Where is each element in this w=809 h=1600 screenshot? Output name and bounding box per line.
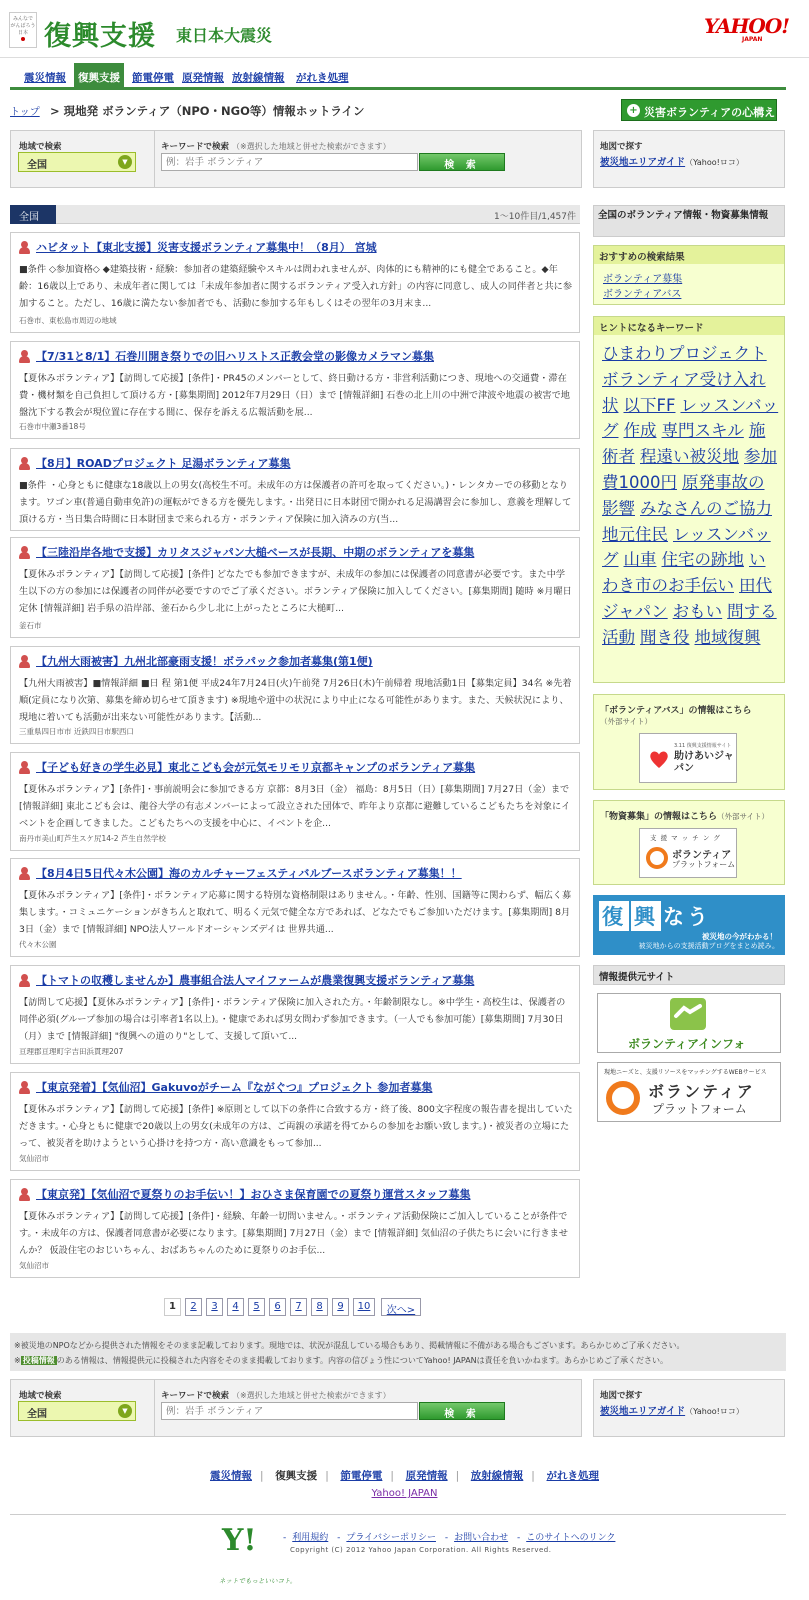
post-info-tag: 投稿情報 — [22, 1356, 55, 1365]
person-icon — [18, 350, 30, 364]
footer-link-setsuden[interactable]: 節電停電 — [340, 1470, 383, 1482]
search-box-bottom — [10, 1379, 582, 1437]
search-box-top — [10, 130, 582, 188]
keyword-link[interactable]: 住宅の跡地 — [661, 550, 744, 570]
volunteer-guide-label: 災害ボランティアの心構え — [644, 106, 776, 119]
keyword-link[interactable]: 地元住民 — [602, 524, 668, 544]
result-description: 【九州大雨被害】■情報詳細 ■日 程 第1便 平成24年7月24日(火)午前発 7月26日(木)午前帰着 現地活動1日【募集定員】34名 ※先着順(定員になり次第、募集を締め切らせて頂きます) ※現地や道中の状況により中止になる可能性があります。また、天候状況により、現地に着いても活動が出来ない可能性があります。【活動... — [19, 678, 572, 723]
region-select[interactable] — [18, 1401, 136, 1421]
result-card — [10, 341, 580, 439]
notice-line-1: ※被災地のNPOなどから提供された情報をそのまま記載しております。現地では、状況が混乱している場合もあり、掲載情報に不備がある場合もございます。あらかじめご了承ください。 — [14, 1341, 685, 1350]
keywords-head: ヒントになるキーワード — [594, 317, 784, 335]
divider — [154, 1380, 155, 1436]
person-icon — [18, 655, 30, 669]
keyword-link[interactable]: 田代ジャパン — [602, 576, 772, 621]
result-title-link[interactable]: 【7/31と8/1】石巻川開き祭りでの旧ハリストス正教会堂の影像カメラマン募集 — [36, 350, 434, 363]
notice-line-2 — [14, 1353, 782, 1368]
result-title-link[interactable]: 【九州大雨被害】九州北部豪雨支援！ボラパック参加者募集(第1便) — [36, 655, 373, 668]
result-location: 三重県四日市市 近鉄四日市駅西口 — [19, 727, 134, 736]
site-header — [0, 0, 809, 58]
keyword-search-label — [161, 1389, 391, 1401]
keyword-link[interactable]: 専門スキル — [661, 421, 744, 441]
tasukeai-top-text: 3.11 復興支援情報サイト — [674, 743, 732, 749]
result-location: 南丹市美山町芦生スケ尻14-2 芦生自然学校 — [19, 834, 166, 843]
result-title-link[interactable]: 【三陸沿岸各地で支援】カリタスジャパン大槌ベースが長期、中期のボランティアを募集 — [36, 546, 475, 559]
fukkou-now-line2: 被災地からの支援活動ブログをまとめ読み。 — [638, 942, 779, 950]
goods-head — [600, 809, 769, 822]
fukkou-now-banner[interactable] — [593, 895, 785, 955]
footer-link-genpatsu[interactable]: 原発情報 — [405, 1470, 448, 1482]
keyword-link[interactable]: 問する活動 — [602, 601, 777, 647]
keyword-link[interactable]: 地域復興 — [694, 627, 761, 647]
person-icon — [18, 1081, 30, 1095]
footer-link-contact[interactable]: お問い合わせ — [454, 1533, 509, 1543]
plus-icon: + — [627, 104, 640, 117]
keyword-label-note: （※選択した地域と併せた検索ができます） — [231, 1391, 391, 1400]
keyword-link[interactable]: 参加費1000円 — [602, 447, 777, 492]
next-page-link[interactable]: 次へ> — [381, 1298, 421, 1316]
result-title-link[interactable]: 【東京発】【気仙沼で夏祭りのお手伝い！】おひさま保育園での夏祭り運営スタッフ募集 — [36, 1188, 471, 1201]
result-description: ■条件 ◇参加資格◇ ◆建築技術・経験：参加者の建築経験やスキルは問われませんが、肉体的にも精神的にも健全であること。◆年齢：16歳以上であり、未成年者に関しては「未成年参加者に関するボランティア受入れ方針」の内容に同意し、成人の同伴者と共に参加すること。ただし、16歳に満たない参加者でも、活動に参加する年もしくはその翌年の3月末ま... — [19, 264, 573, 309]
vplat-top-text: 現地ニーズと、支援リソースをマッチングするWEBサービス — [604, 1069, 767, 1076]
page-link[interactable]: 2 — [185, 1298, 202, 1316]
result-card — [10, 1072, 580, 1171]
result-description: 【夏休みボランティア】[条件]・事前説明会に参加できる方 京都：8月3日（金） 福島：8月5日（日）[募集期間] 7月27日（金）まで [情報詳細] 東北こども会は、龍谷大学の有志メンバーによって設立された団体で、昨年より京都に避難しているこどもたちを対象にイベントを企画してきました。こどもたちへの支援を中心に、イベントを企... — [19, 784, 571, 829]
yahoo-logo[interactable]: YAHOO! — [704, 14, 790, 38]
keyword-link[interactable]: 原発事故の影響 — [602, 472, 765, 518]
area-guide-link[interactable] — [600, 1403, 744, 1417]
result-title-link[interactable]: ハビタット【東北支援】災害支援ボランティア募集中！（8月） 宮城 — [36, 241, 377, 254]
region-select-value: 全国 — [27, 1409, 47, 1420]
result-title-link[interactable]: 【8月】ROADプロジェクト 足湯ボランティア募集 — [36, 457, 291, 470]
result-description: ■条件 ・心身ともに健康な18歳以上の男女(高校生不可。未成年の方は保護者の許可を取ってください。)・レンタカーでの移動となります。ワゴン車(普通自動車免許)の運転ができる方を優先します。・出発日に日本財団で開かれる足湯講習会に参加し、意義を理解して頂ける方・当日集合時間に日本財団まで来られる方・ボランティア保険に加入済みの方(当... — [19, 480, 572, 525]
result-card — [10, 965, 580, 1064]
map-search-box-top — [593, 130, 785, 188]
volunteer-guide-button[interactable] — [621, 99, 777, 121]
keyword-label-text: キーワードで検索 — [161, 142, 230, 152]
keyword-link[interactable]: みなさんのご協力 — [640, 498, 772, 518]
handshake-icon — [670, 998, 706, 1030]
tasukeai-name: 助けあいジャパン — [674, 751, 734, 774]
result-location: 亘理郡亘理町字吉田浜貫理207 — [19, 1047, 124, 1056]
footer-links: - 利用規約 - プライバシーポリシー - お問い合わせ - このサイトへのリンク — [283, 1533, 616, 1543]
footer-yahoo-tagline: ネットでもっといいコト。 — [219, 1577, 297, 1585]
page-link[interactable]: 9 — [332, 1298, 349, 1316]
keyword-cloud — [602, 341, 780, 651]
volunteer-bus-head-text: 「ボランティアバス」の情報はこちら — [600, 706, 752, 716]
result-card — [10, 1179, 580, 1278]
result-location: 石巻市、東松島市周辺の地域 — [19, 316, 117, 325]
person-icon — [18, 867, 30, 881]
footer-divider — [10, 1514, 786, 1515]
volunteer-bus-head — [600, 703, 752, 727]
page-link[interactable]: 10 — [353, 1298, 375, 1316]
result-card — [10, 537, 580, 638]
breadcrumb-top[interactable]: トップ — [10, 107, 40, 118]
keyword-search-input[interactable] — [161, 1402, 418, 1420]
footer-copyright: Copyright (C) 2012 Yahoo Japan Corporation. All Rights Reserved. — [290, 1546, 552, 1554]
divider — [154, 131, 155, 187]
goods-logo-name: ボランティア — [672, 850, 732, 861]
site-title[interactable]: 復興支援 — [44, 21, 156, 52]
result-title-link[interactable]: 【トマトの収穫しませんか】農事組合法人マイファームが農業復興支援ボランティア募集 — [36, 974, 475, 987]
vplat-name: ボランティア — [648, 1082, 755, 1101]
yahoo-logo-sub: JAPAN — [742, 36, 763, 43]
search-button[interactable]: 検 索 — [419, 153, 505, 171]
keywords-panel — [593, 316, 785, 683]
results-header — [10, 205, 580, 224]
chevron-down-icon: ▼ — [118, 155, 132, 169]
person-icon — [18, 241, 30, 255]
area-guide-link-text: 被災地エリアガイド — [600, 1406, 686, 1417]
tab-gareki[interactable]: がれき処理 — [296, 72, 349, 84]
goods-logo-top: 支 援 マ ッ チ ン グ — [650, 834, 721, 842]
volunteer-platform-logo[interactable] — [597, 1062, 781, 1122]
keyword-link[interactable]: 聞き役 — [640, 627, 690, 647]
page-link[interactable]: 3 — [206, 1298, 223, 1316]
tab-houshasen[interactable]: 放射線情報 — [232, 72, 285, 84]
keyword-label-note: （※選択した地域と併せた検索ができます） — [231, 142, 391, 151]
page-current: 1 — [164, 1298, 181, 1316]
result-card — [10, 752, 580, 851]
page-link[interactable]: 5 — [248, 1298, 265, 1316]
sidebar-title: 全国のボランティア情報・物資募集情報 — [593, 205, 785, 237]
footer-link-privacy[interactable]: プライバシーポリシー — [346, 1533, 436, 1543]
goods-note: （外部サイト） — [717, 812, 769, 821]
area-guide-note: （Yahoo!ロコ） — [685, 1407, 744, 1416]
recycle-icon — [646, 847, 668, 869]
footer-nav: 震災情報 | 復興支援 | 節電停電 | 原発情報 | 放射線情報 | がれき処理 — [209, 1470, 599, 1482]
keyword-link[interactable]: 山車 — [623, 550, 657, 570]
page-title: > 現地発 ボランティア（NPO・NGO等）情報ホットライン — [50, 104, 365, 118]
vplat-sub: プラットフォーム — [652, 1102, 747, 1116]
footer-link-houshasen[interactable]: 放射線情報 — [470, 1470, 524, 1482]
keyword-link[interactable]: 作成 — [623, 421, 657, 441]
tab-shinsai[interactable]: 震災情報 — [24, 72, 66, 84]
fukkou-now-line1: 被災地の今がわかる！ — [702, 932, 777, 941]
person-icon — [18, 457, 30, 471]
page-link[interactable]: 4 — [227, 1298, 244, 1316]
search-button[interactable]: 検 索 — [419, 1402, 505, 1420]
footer-link-shinsai[interactable]: 震災情報 — [209, 1470, 252, 1482]
chevron-down-icon: ▼ — [118, 1404, 132, 1418]
result-title-link[interactable]: 【東京発着】【気仙沼】Gakuvoがチーム『ながぐつ』プロジェクト 参加者募集 — [36, 1081, 433, 1094]
map-search-label: 地図で探す — [600, 1391, 643, 1401]
heart-icon — [648, 748, 670, 770]
notice-line-2-text: のある情報は、情報提供元に投稿された内容をそのまま掲載しております。内容の信ぴょう性についてYahoo! JAPANは責任を負いかねます。あらかじめご了承ください。 — [56, 1356, 669, 1365]
footer-yahoo-japan-link[interactable]: Yahoo! JAPAN — [371, 1488, 438, 1499]
keyword-search-input[interactable] — [161, 153, 418, 171]
page-link[interactable]: 7 — [290, 1298, 307, 1316]
volunteer-bus-note: （外部サイト） — [600, 717, 652, 726]
keyword-link[interactable]: ひまわりプロジェクト — [602, 344, 767, 363]
keyword-link[interactable]: おもい — [672, 601, 723, 621]
volunteer-info-name: ボランティアインフォ — [628, 1037, 746, 1051]
footer-yahoo-logo[interactable]: Y! — [222, 1523, 257, 1558]
result-count: 1〜10件目/1,457件 — [494, 212, 576, 222]
area-guide-link[interactable] — [600, 154, 744, 168]
result-location: 釜石市 — [19, 621, 42, 630]
keyword-link[interactable]: 施術者 — [602, 421, 766, 467]
result-description: 【夏休みボランティア】【訪問して応援】[条件]・PR45のメンバーとして、終日動ける方・非営利活動につき、現地への交通費・滞在費・機材類を自己負担して頂ける方・[募集期間] 2012年7月29日（日）まで [情報詳細] 石巻の北上川の中洲で津波や地震の被害で地盤沈下する教会が現位置に存在する間に、保存を訴える広報活動を展... — [19, 373, 570, 418]
region-select[interactable] — [18, 152, 136, 172]
keyword-link[interactable]: いわき市のお手伝い — [602, 550, 766, 596]
volunteer-bus-panel — [593, 694, 785, 790]
person-icon — [18, 1188, 30, 1202]
result-card — [10, 448, 580, 531]
goods-logo-sub: プラットフォーム — [672, 860, 736, 869]
result-title-link[interactable]: 【子ども好きの学生必見】東北こども会が元気モリモリ京都キャンプのボランティア募集 — [36, 761, 476, 774]
keyword-link[interactable]: 以下FF — [623, 395, 676, 415]
footer-link-gareki[interactable]: がれき処理 — [546, 1470, 599, 1482]
fukkou-now-title: 復 興 なう — [599, 901, 711, 931]
result-description: 【夏休みボランティア】【訪問して応援】[条件]・経験、年齢一切問いません。・ボランティア活動保険にご加入していることが条件です。・未成年の方は、保護者同意書が必要になります。[募集期間] 7月27日（金）まで [情報詳細] 気仙沼の子供たちに会いに行きませんか？ 仮設住宅のおじいちゃん、おばあちゃんのために夏祭りのお手伝... — [19, 1211, 569, 1256]
result-description: 【夏休みボランティア】【訪問して応援】[条件] ※原則として以下の条件に合致する方・終了後、800文字程度の報告書を提出していただきます。・心身ともに健康で20歳以上の男女(未成年の方は、ご両親の承諾を得てからの参加をお願い致します。)・被災者の立場にたって、被災者を助けようという心掛けを持つ方・高い意識をもって参加... — [19, 1104, 573, 1149]
nav-underline — [10, 87, 786, 90]
region-badge: 全国 — [10, 205, 56, 224]
goods-panel — [593, 800, 785, 885]
keyword-label-text: キーワードで検索 — [161, 1391, 230, 1401]
site-subtitle: 東日本大震災 — [176, 26, 273, 45]
keyword-link[interactable]: レッスンバッグ — [602, 524, 771, 570]
result-card — [10, 232, 580, 333]
person-icon — [18, 761, 30, 775]
result-card — [10, 646, 580, 744]
result-location: 代々木公園 — [19, 940, 57, 949]
page-link[interactable]: 8 — [311, 1298, 328, 1316]
tab-setsuden[interactable]: 節電停電 — [132, 72, 174, 84]
goods-head-text: 「物資募集」の情報はこちら — [600, 812, 718, 822]
map-search-label: 地図で探す — [600, 142, 643, 152]
recommended-panel — [593, 245, 785, 305]
result-location: 気仙沼市 — [19, 1154, 49, 1163]
region-select-value: 全国 — [27, 160, 47, 171]
recommended-link[interactable]: ボランティア募集 — [603, 274, 683, 285]
footer-link-terms[interactable]: 利用規約 — [292, 1533, 329, 1543]
result-description: 【夏休みボランティア】【訪問して応援】[条件] どなたでも参加できますが、未成年の参加には保護者の同意書が必要です。また中学生以下の方の参加には保護者の同伴が必要ですのでご了承ください。ボランティア保険に加入してください。[募集期間] 随時 ※月曜日定休 [情報詳細] 岩手県の沿岸部、釜石から少し北に上がったところに大槌町... — [19, 569, 572, 614]
result-location: 石巻市中瀬3番18号 — [19, 422, 86, 431]
keyword-link[interactable]: レッスンバッグ — [602, 395, 779, 441]
region-search-label: 地域で検索 — [19, 142, 62, 152]
area-guide-note: （Yahoo!ロコ） — [685, 158, 744, 167]
result-card — [10, 858, 580, 957]
footer-current-fukkou: 復興支援 — [275, 1470, 318, 1482]
map-search-box-bottom — [593, 1379, 785, 1437]
keyword-link[interactable]: ボランティア受け入れ状 — [602, 369, 766, 415]
ganbarou-nippon-logo — [9, 12, 37, 48]
page-link[interactable]: 6 — [269, 1298, 286, 1316]
tasukeai-japan-logo[interactable] — [639, 733, 737, 783]
keyword-link[interactable]: 程遠い被災地 — [640, 447, 739, 467]
volunteer-platform-logo-small[interactable] — [639, 828, 737, 878]
footer-link-linking[interactable]: このサイトへのリンク — [526, 1533, 616, 1543]
provider-head: 情報提供元サイト — [593, 965, 785, 985]
tab-genpatsu[interactable]: 原発情報 — [182, 72, 224, 84]
badge-text: みんなで がんばろう 日本 — [10, 16, 36, 36]
notices — [10, 1333, 786, 1371]
person-icon — [18, 546, 30, 560]
volunteer-info-logo[interactable] — [597, 993, 781, 1053]
result-description: 【訪問して応援】【夏休みボランティア】[条件]・ボランティア保険に加入された方。・年齢制限なし。※中学生・高校生は、保護者の同伴必須(グループ参加の場合は引率者1名以上)。・健康であれば男女問わず参加できます。（一人でも参加可能）[募集期間] 7月30日（月）まで [情報詳細] "復興への道のり"として、支援して頂いて... — [19, 997, 566, 1042]
notice-prefix: ※ — [14, 1356, 21, 1365]
tab-fukkou[interactable]: 復興支援 — [74, 63, 124, 87]
result-description: 【夏休みボランティア】[条件]・ボランティア応募に関する特別な資格制限はありません。・年齢、性別、国籍等に関わらず、幅広く募集します。・コミュニケーションがきちんと取れて、明るく元気で健全な方であれば、どなたでもご参加いただけます。[募集期間] 8月3日（金）まで [情報詳細] NPO法人ワールドオーシャンズデイは 世界共通... — [19, 890, 572, 935]
keyword-search-label — [161, 140, 391, 152]
result-title-link[interactable]: 【8月4日5日代々木公園】海のカルチャーフェスティバルブースボランティア募集！！ — [36, 867, 462, 880]
region-search-label: 地域で検索 — [19, 1391, 62, 1401]
recommended-head: おすすめの検索結果 — [594, 246, 784, 264]
area-guide-link-text: 被災地エリアガイド — [600, 157, 686, 168]
result-location: 気仙沼市 — [19, 1261, 49, 1270]
recommended-link[interactable]: ボランティアバス — [603, 289, 682, 300]
person-icon — [18, 974, 30, 988]
recycle-icon — [606, 1081, 640, 1115]
